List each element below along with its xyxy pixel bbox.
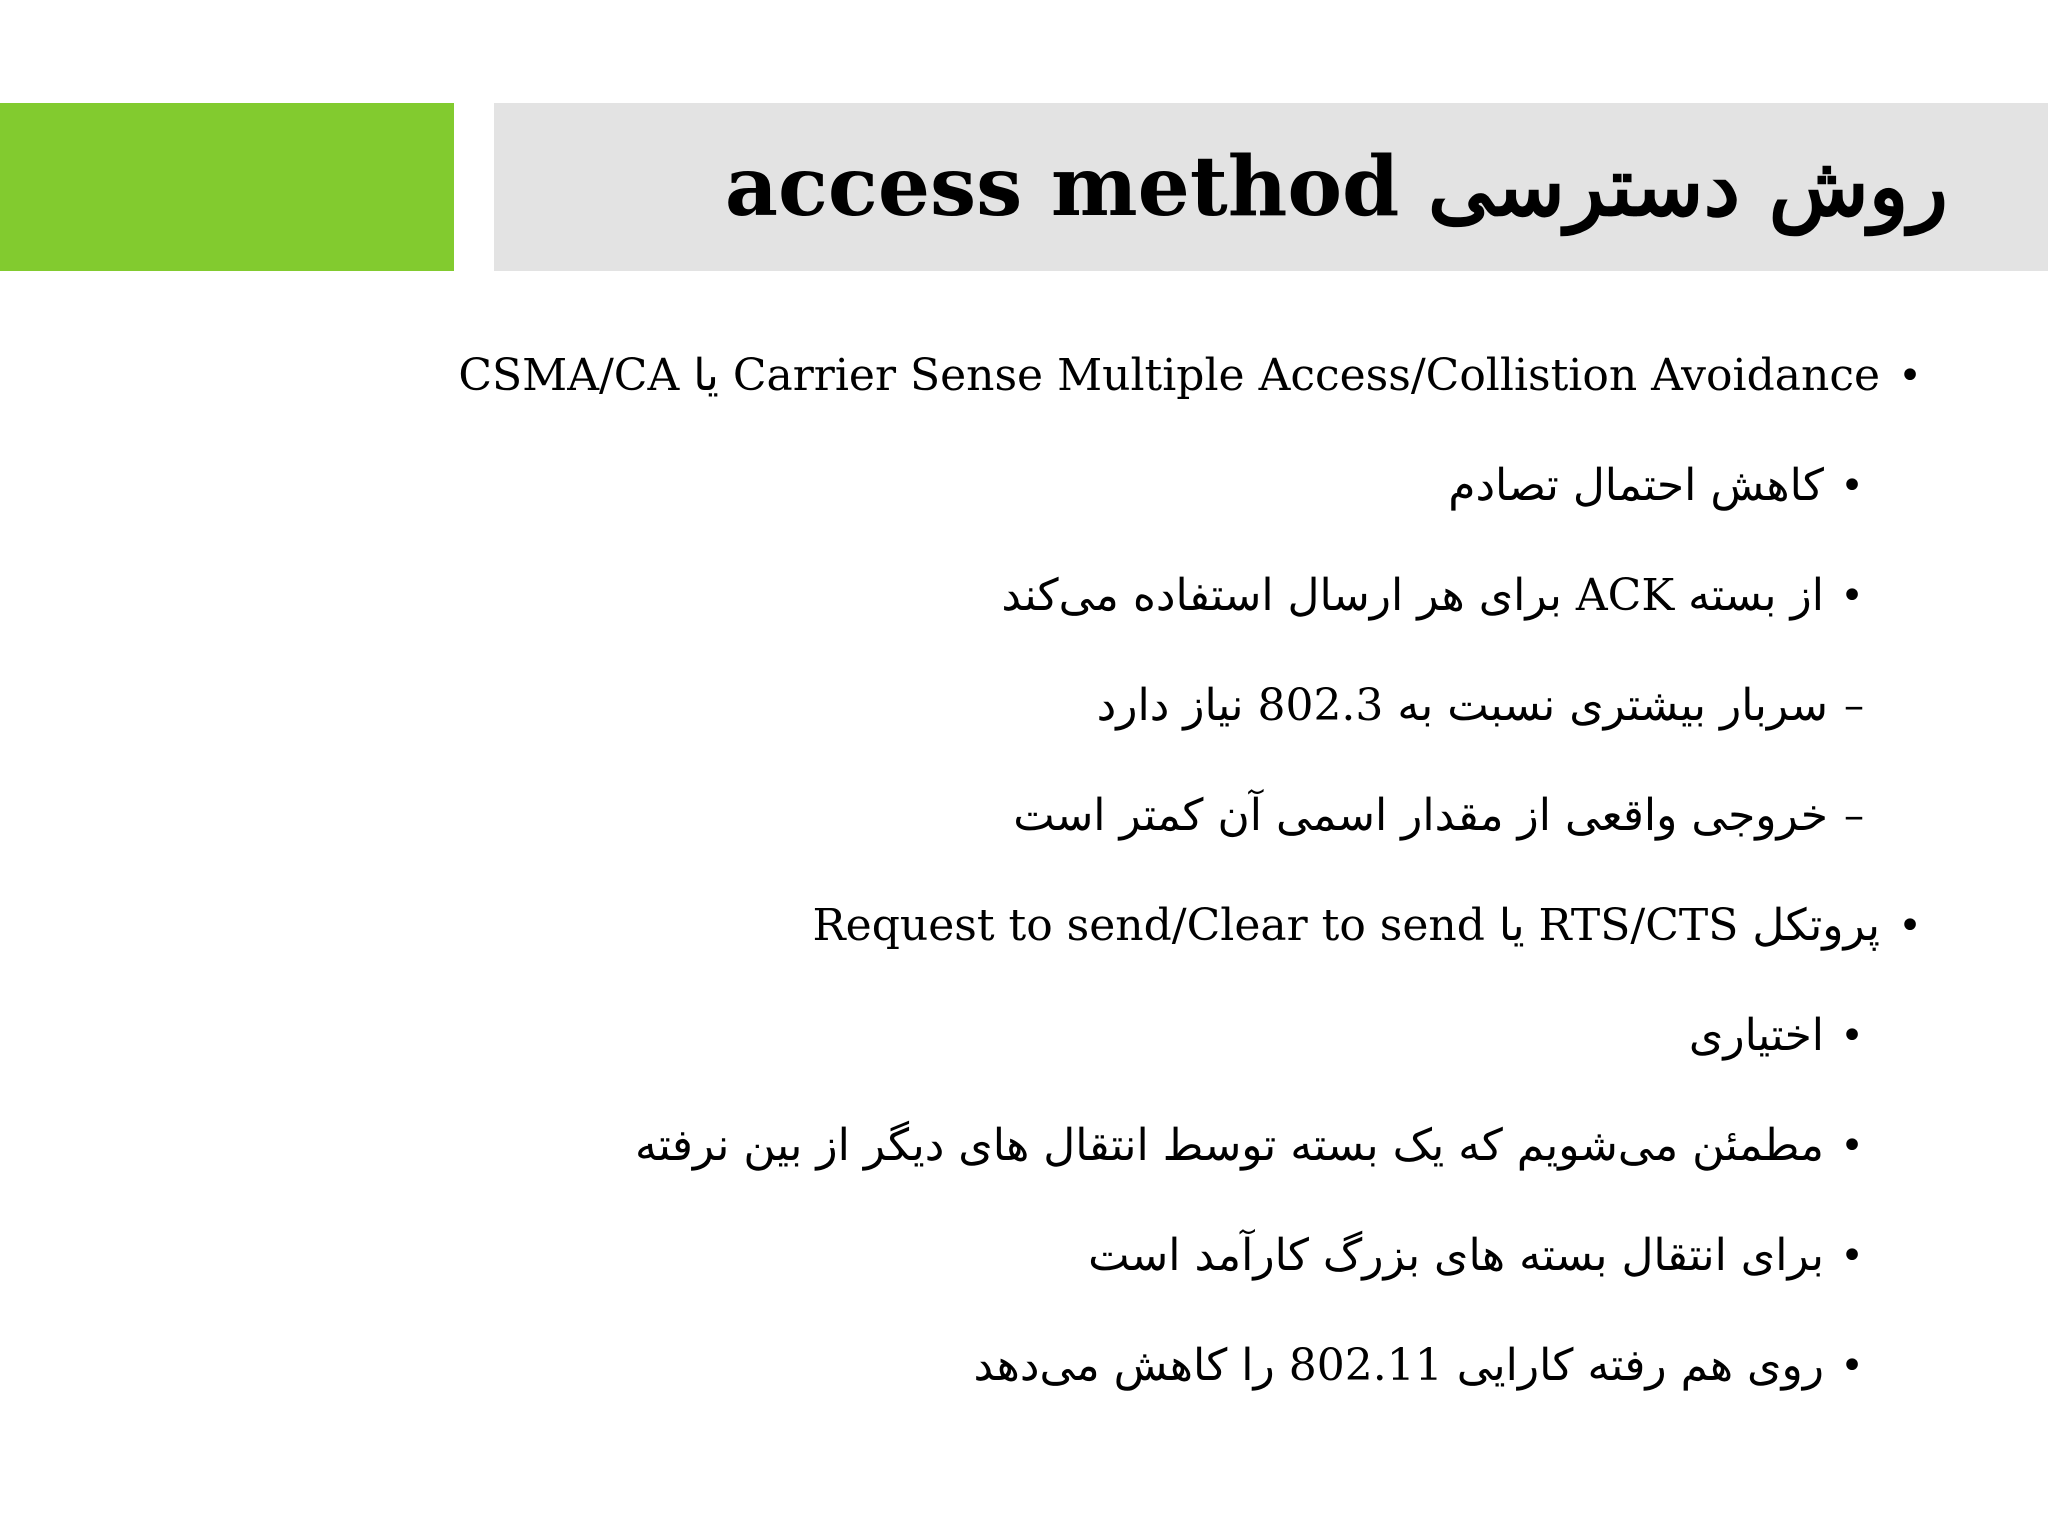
list-item-text: اختیاری — [1688, 1010, 1824, 1061]
bullet-marker: • — [1898, 902, 1922, 949]
slide-title: روش دسترسی access method — [724, 139, 1948, 235]
bullet-marker: • — [1840, 1342, 1864, 1389]
title-bar — [494, 103, 2048, 271]
list-item — [458, 350, 1940, 401]
list-item-text: کاهش احتمال تصادم — [1448, 460, 1824, 511]
bullet-marker: • — [1840, 1232, 1864, 1279]
list-item-text: خروجی واقعی از مقدار اسمی آن کمتر است — [1013, 790, 1828, 841]
list-item-text: مطمئن می‌شویم که یک بسته توسط انتقال های دیگر از بین نرفته — [635, 1120, 1824, 1171]
list-item-text: CSMA/CA یا Carrier Sense Multiple Access/Collistion Avoidance — [458, 350, 1880, 401]
list-item — [1448, 460, 1880, 511]
list-item — [813, 900, 1940, 951]
dash-marker: – — [1844, 682, 1864, 729]
accent-bar — [0, 103, 454, 271]
list-item — [974, 1340, 1880, 1391]
bullet-marker: • — [1840, 572, 1864, 619]
bullet-marker: • — [1840, 1012, 1864, 1059]
list-item — [1689, 1010, 1880, 1061]
list-item — [1013, 790, 1880, 841]
bullet-marker: • — [1840, 1122, 1864, 1169]
list-item-text: سربار بیشتری نسبت به 802.3 نیاز دارد — [1096, 680, 1828, 731]
list-item — [1088, 1230, 1880, 1281]
bullet-list — [440, 350, 1940, 1470]
bullet-marker: • — [1898, 352, 1922, 399]
list-item — [1001, 570, 1880, 621]
list-item-text: از بسته ACK برای هر ارسال استفاده می‌کند — [1001, 570, 1824, 621]
list-item-text: برای انتقال بسته های بزرگ کارآمد است — [1088, 1230, 1824, 1281]
bullet-marker: • — [1840, 462, 1864, 509]
list-item — [1097, 680, 1880, 731]
list-item-text: روی هم رفته کارایی 802.11 را کاهش می‌دهد — [973, 1340, 1824, 1391]
list-item-text: پروتکل RTS/CTS یا Request to send/Clear to send — [812, 900, 1880, 951]
list-item — [635, 1120, 1880, 1171]
dash-marker: – — [1844, 792, 1864, 839]
